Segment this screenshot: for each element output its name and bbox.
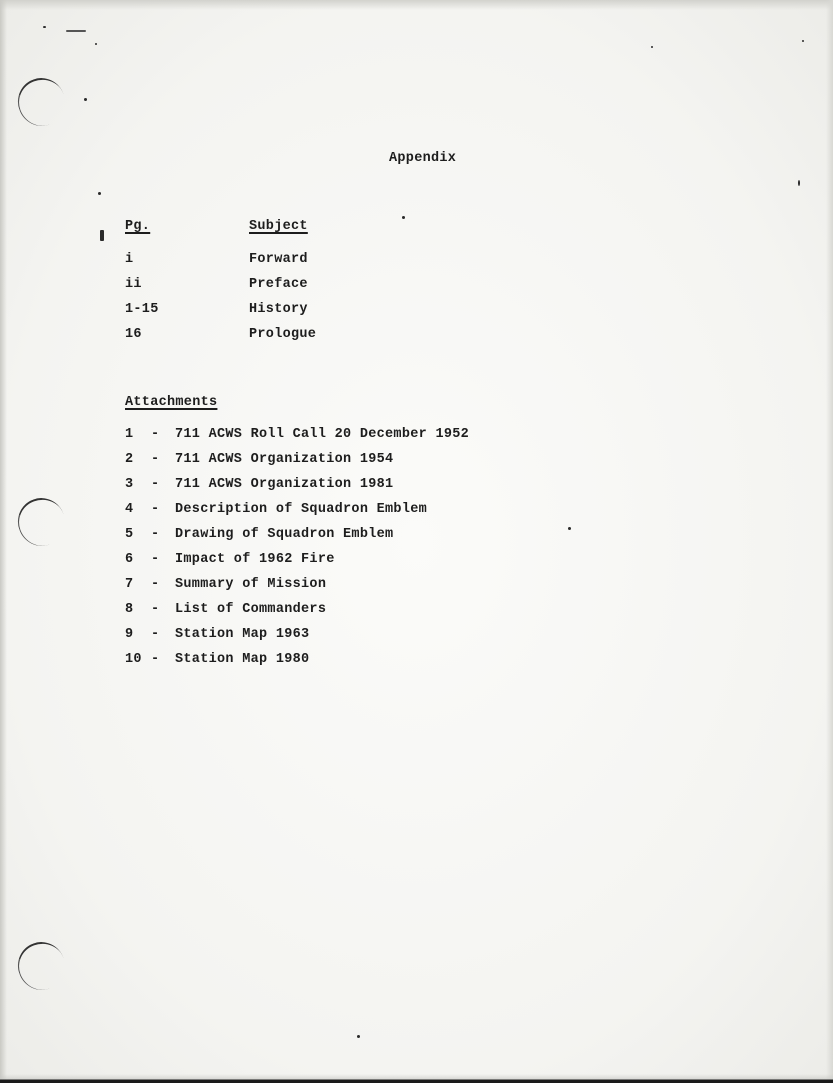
- contents-row-pg: i: [125, 252, 134, 267]
- scan-speck: [100, 230, 104, 241]
- scan-edge-top: [0, 0, 833, 10]
- attachment-title: 711 ACWS Organization 1954: [175, 452, 394, 467]
- attachment-title: Summary of Mission: [175, 577, 327, 592]
- attachment-title: Impact of 1962 Fire: [175, 552, 335, 567]
- attachment-dash: -: [151, 477, 160, 492]
- contents-row-subject: Prologue: [249, 327, 317, 342]
- punch-mark-bottom: [11, 935, 72, 996]
- scan-edge-bottom: [0, 1074, 833, 1083]
- punch-mark-middle: [11, 491, 72, 552]
- scan-speck: [98, 192, 101, 195]
- attachment-dash: -: [151, 577, 160, 592]
- scan-speck: [43, 26, 46, 28]
- contents-row-subject: Preface: [249, 277, 308, 292]
- attachment-number: 4: [125, 502, 134, 517]
- attachment-number: 9: [125, 627, 134, 642]
- contents-row-pg: ii: [125, 277, 142, 292]
- column-header-pg: Pg.: [125, 219, 151, 234]
- attachment-number: 1: [125, 427, 134, 442]
- scan-speck: [651, 46, 653, 48]
- contents-row-subject: History: [249, 302, 308, 317]
- attachment-number: 2: [125, 452, 134, 467]
- attachment-dash: -: [151, 452, 160, 467]
- scan-speck: [802, 40, 804, 42]
- attachment-number: 7: [125, 577, 134, 592]
- scan-speck: [798, 180, 800, 186]
- attachment-dash: -: [151, 552, 160, 567]
- scan-speck: [84, 98, 87, 101]
- punch-mark-top: [11, 71, 72, 132]
- attachment-title: Drawing of Squadron Emblem: [175, 527, 394, 542]
- attachment-number: 10: [125, 652, 142, 667]
- attachment-title: 711 ACWS Roll Call 20 December 1952: [175, 427, 470, 442]
- attachment-title: Station Map 1963: [175, 627, 310, 642]
- attachment-dash: -: [151, 502, 160, 517]
- contents-row-pg: 16: [125, 327, 142, 342]
- scan-speck: [66, 30, 86, 32]
- attachment-number: 6: [125, 552, 134, 567]
- attachment-title: Station Map 1980: [175, 652, 310, 667]
- attachment-dash: -: [151, 652, 160, 667]
- attachment-dash: -: [151, 602, 160, 617]
- attachment-title: 711 ACWS Organization 1981: [175, 477, 394, 492]
- scan-edge-right: [826, 0, 833, 1083]
- scan-speck: [357, 1035, 360, 1038]
- attachment-number: 3: [125, 477, 134, 492]
- contents-row-subject: Forward: [249, 252, 308, 267]
- contents-row-pg: 1-15: [125, 302, 159, 317]
- scan-edge-left: [0, 0, 7, 1083]
- scan-speck: [402, 216, 405, 219]
- page-title: Appendix: [389, 151, 457, 166]
- attachment-dash: -: [151, 627, 160, 642]
- attachment-number: 8: [125, 602, 134, 617]
- column-header-subject: Subject: [249, 219, 308, 234]
- attachment-title: List of Commanders: [175, 602, 327, 617]
- attachment-number: 5: [125, 527, 134, 542]
- attachment-title: Description of Squadron Emblem: [175, 502, 428, 517]
- attachments-heading: Attachments: [125, 395, 218, 410]
- attachment-dash: -: [151, 527, 160, 542]
- scan-speck: [568, 527, 571, 530]
- scan-speck: [95, 43, 97, 45]
- attachment-dash: -: [151, 427, 160, 442]
